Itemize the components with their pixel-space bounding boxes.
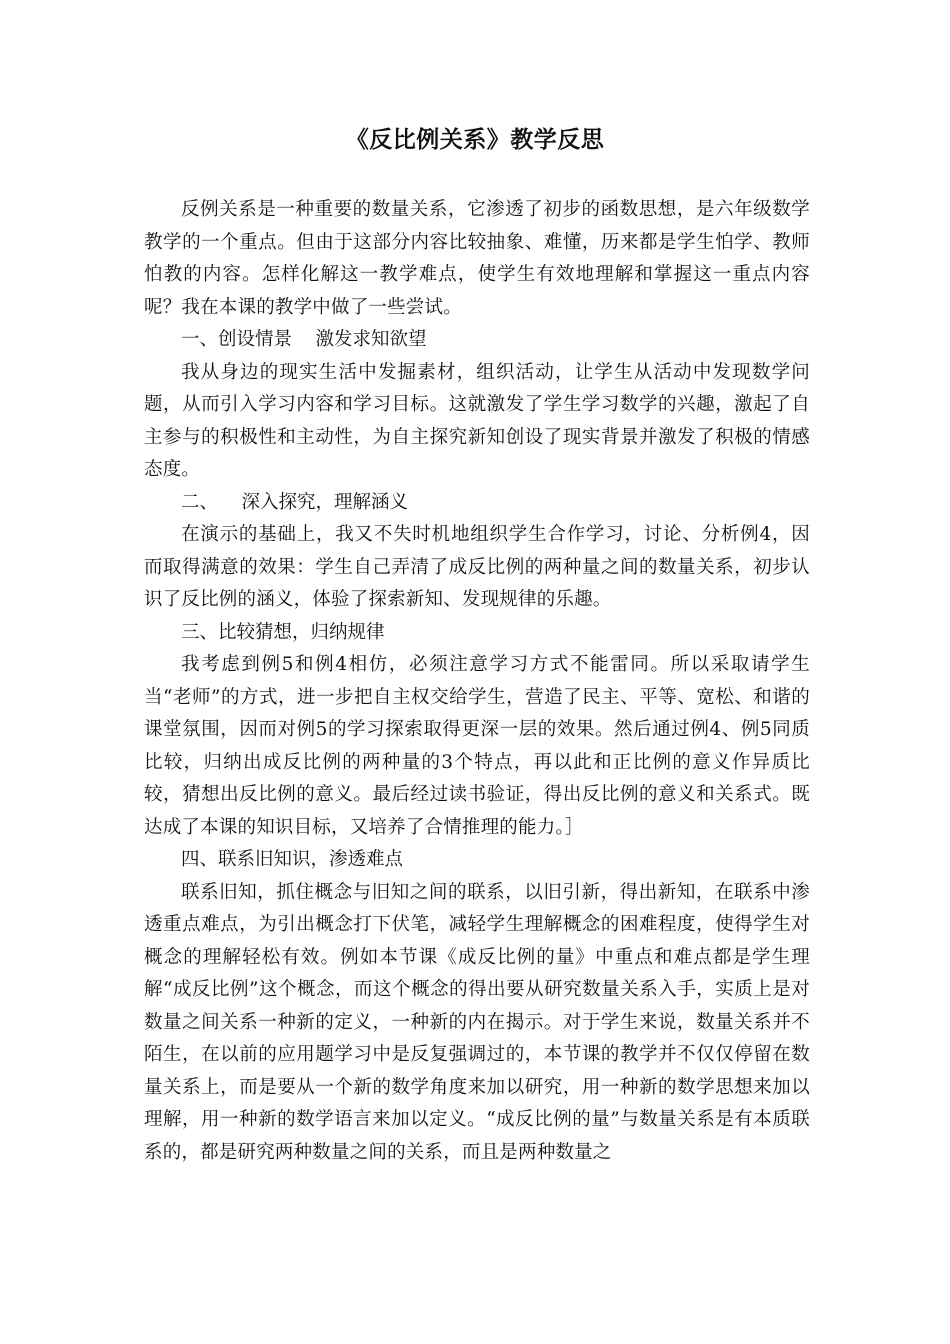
section-heading-1: 一、创设情景 激发求知欲望 bbox=[181, 329, 427, 350]
section-heading-2: 二、 深入探究，理解涵义 bbox=[181, 491, 409, 513]
document-body bbox=[144, 194, 810, 1169]
section-heading-4: 四、联系旧知识，渗透难点 bbox=[181, 849, 404, 870]
intro-paragraph: 反例关系是一种重要的数量关系，它渗透了初步的函数思想，是六年级数学教学的一个重点。但由于这部分内容比较抽象、难懂，历来都是学生怕学、教师怕教的内容。怎样化解这一教学难点，使学生有效地理解和掌握这一重点内容呢？我在本课的教学中做了一些尝试。 bbox=[144, 199, 810, 318]
section-paragraph-3: 我考虑到例5和例4相仿，必须注意学习方式不能雷同。所以采取请学生当“老师”的方式，进一步把自主权交给学生，营造了民主、平等、宽松、和谐的课堂氛围，因而对例5的学习探索取得更深一层的效果。然后通过例4、例5同质比较，归纳出成反比例的两种量的3个特点，再以此和正比例的意义作异质比较，猜想出反比例的意义。最后经过读书验证，得出反比例的意义和关系式。既达成了本课的知识目标，又培养了合情推理的能力。］ bbox=[144, 654, 810, 838]
document-title: 《反比例关系》教学反思 bbox=[345, 127, 605, 153]
section-paragraph-2: 在演示的基础上，我又不失时机地组织学生合作学习，讨论、分析例4，因而取得满意的效果：学生自己弄清了成反比例的两种量之间的数量关系，初步认识了反比例的涵义，体验了探索新知、发现规律的乐趣。 bbox=[144, 524, 810, 610]
section-paragraph-4: 联系旧知，抓住概念与旧知之间的联系，以旧引新，得出新知，在联系中渗透重点难点，为引出概念打下伏笔，减轻学生理解概念的困难程度，使得学生对概念的理解轻松有效。例如本节课《成反比例的量》中重点和难点都是学生理解“成反比例”这个概念，而这个概念的得出要从研究数量关系入手，实质上是对数量之间关系一种新的定义，一种新的内在揭示。对于学生来说，数量关系并不陌生，在以前的应用题学习中是反复强调过的，本节课的教学并不仅仅停留在数量关系上，而是要从一个新的数学角度来加以研究，用一种新的数学思想来加以理解，用一种新的数学语言来加以定义。“成反比例的量”与数量关系是有本质联系的，都是研究两种数量之间的关系，而且是两种数量之 bbox=[144, 881, 810, 1163]
section-heading-3: 三、比较猜想，归纳规律 bbox=[181, 621, 385, 643]
section-paragraph-1: 我从身边的现实生活中发掘素材，组织活动，让学生从活动中发现数学问题，从而引入学习内容和学习目标。这就激发了学生学习数学的兴趣，激起了自主参与的积极性和主动性，为自主探究新知创设了现实背景并激发了积极的情感态度。 bbox=[144, 361, 810, 480]
